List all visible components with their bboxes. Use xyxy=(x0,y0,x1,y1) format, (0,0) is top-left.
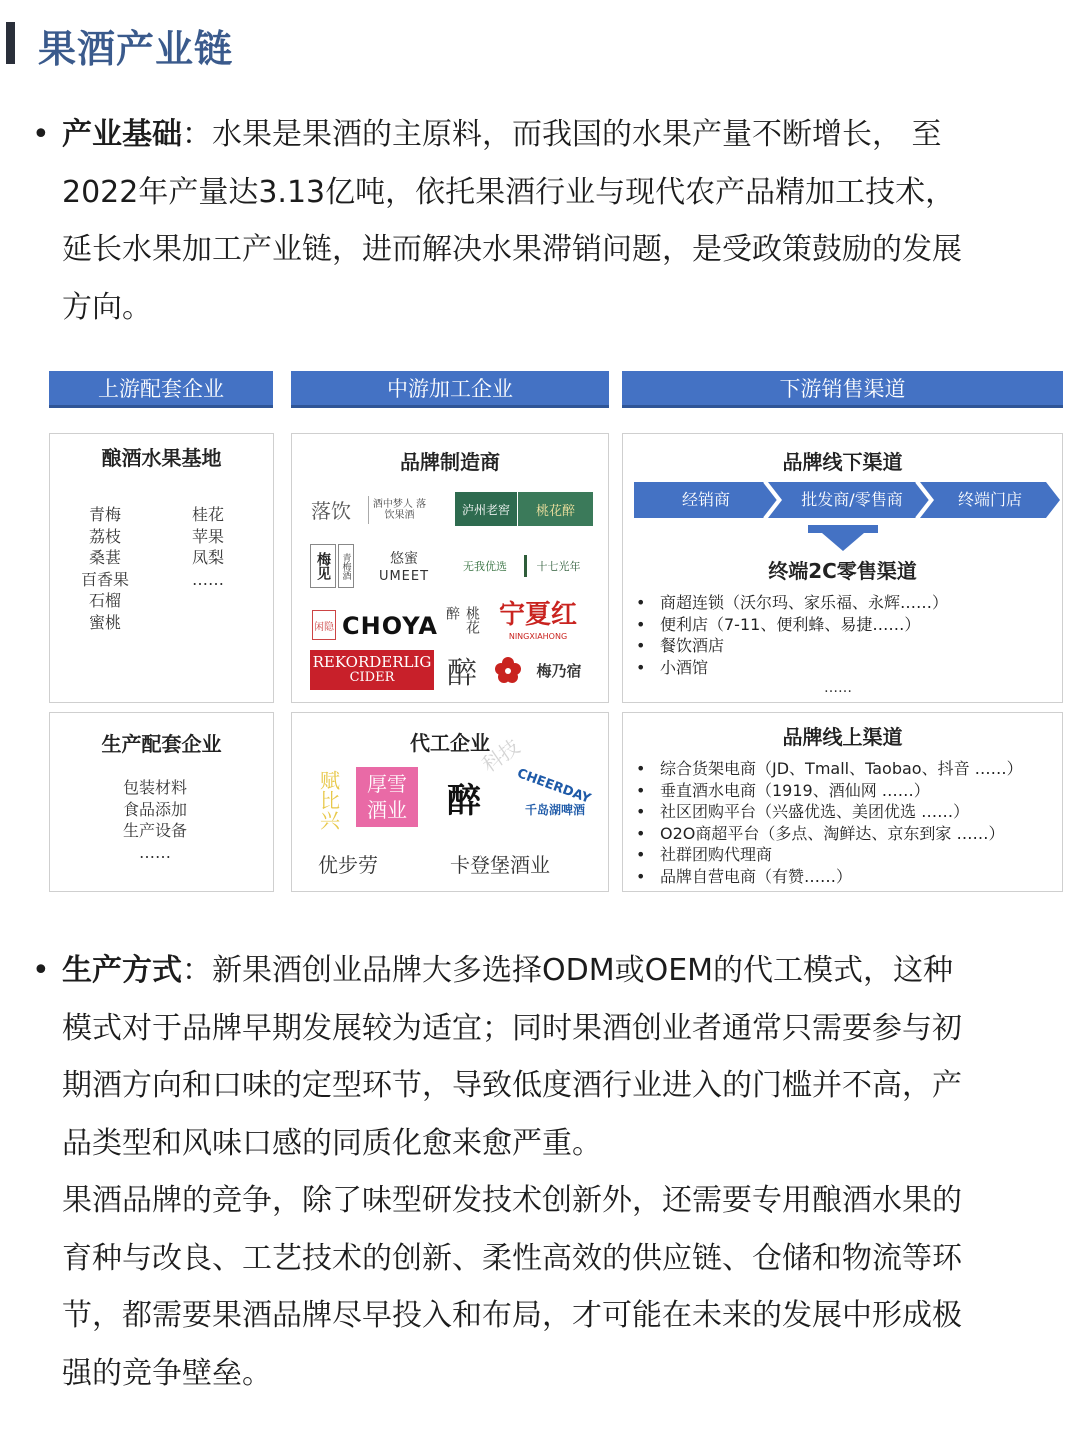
logo-luoyin: 落饮 xyxy=(311,498,351,523)
list-item: • 便利店（7-11、便利蜂、易捷……） xyxy=(632,614,948,636)
fruit-item: …… xyxy=(192,569,224,589)
section-industry-basis xyxy=(62,106,1042,336)
fruit-item: 石榴 xyxy=(88,591,121,610)
down-arrow-icon xyxy=(808,525,878,551)
logo-umenoyado: 梅乃宿 xyxy=(536,661,582,680)
flow-step-store: 终端门店 xyxy=(957,490,1022,509)
paragraph-line: 期酒方向和口味的定型环节，导致低度酒行业进入的门槛并不高，产 xyxy=(62,1068,962,1103)
fruit-list-right xyxy=(175,504,241,590)
logo-luoyin-sub: 酒中梦人 落饮果酒 xyxy=(368,496,430,524)
logo-xianyin: 闲隐 xyxy=(312,610,336,640)
box-oem xyxy=(291,712,609,892)
watermark: 科技 xyxy=(477,734,525,778)
fruit-item: 荔枝 xyxy=(88,526,121,546)
box-title: 品牌制造商 xyxy=(400,450,500,474)
box-title: 品牌线上渠道 xyxy=(782,725,903,749)
paragraph-line: 延长水果加工产业链，进而解决水果滞销问题，是受政策鼓励的发展 xyxy=(62,232,962,267)
list-item: • 社群团购代理商 xyxy=(632,844,1023,866)
bullet-icon: • xyxy=(32,117,50,152)
fruit-list-left xyxy=(70,504,140,633)
logo-taohuazui-green: 桃花醉 xyxy=(518,492,593,526)
paragraph-line: 强的竞争壁垒。 xyxy=(62,1355,272,1391)
logo-youmi: 悠蜜 xyxy=(390,551,418,567)
fruit-item: 凤梨 xyxy=(191,548,224,567)
header-upstream: 上游配套企业 xyxy=(49,371,273,408)
oem-label-youbulao: 优步劳 xyxy=(318,853,378,877)
online-channel-list xyxy=(632,758,1023,888)
logo-rekorderlig: REKORDERLIG CIDER xyxy=(310,650,434,690)
section-production-mode xyxy=(62,942,1042,1402)
paragraph-line: 育种与改良、工艺技术的创新、柔性高效的供应链、仓储和物流等环 xyxy=(62,1240,962,1276)
fruit-item: 百香果 xyxy=(80,569,129,589)
list-item: • 餐饮酒店 xyxy=(632,635,948,657)
paragraph-line: 品类型和风味口感的同质化愈来愈严重。 xyxy=(62,1125,602,1161)
logo-meijian: 梅见 xyxy=(310,544,336,588)
logo-ningxiahong-en: NINGXIAHONG xyxy=(508,631,568,641)
logo-choya: CHOYA xyxy=(342,612,438,640)
retail-more: …… xyxy=(824,680,852,696)
oem-label-kadengbao: 卡登堡酒业 xyxy=(450,853,550,877)
paragraph-line: 方向。 xyxy=(62,289,152,325)
box-fruit-base xyxy=(49,433,274,703)
logo-shiqi: 十七光年 xyxy=(524,555,590,577)
logo-zui: 醉 xyxy=(447,656,477,691)
supporting-item: …… xyxy=(139,842,171,862)
fruit-item: 桂花 xyxy=(191,505,224,524)
logo-fubixing: 赋比兴 xyxy=(316,770,341,830)
bullet-icon: • xyxy=(32,953,50,988)
flow-step-distributor: 经销商 xyxy=(681,490,730,509)
logo-zui-oem: 醉 xyxy=(447,780,481,821)
logo-taohuazui: 桃花醉 xyxy=(444,606,480,634)
supporting-item: 生产设备 xyxy=(122,821,187,840)
retail-channel-title: 终端2C零售渠道 xyxy=(768,559,917,583)
logo-houxue: 厚雪酒业 xyxy=(356,767,418,827)
box-title: 生产配套企业 xyxy=(101,732,222,756)
supporting-item: 食品添加 xyxy=(122,799,187,819)
list-item: • 品牌自营电商（有赞……） xyxy=(632,866,1023,888)
logo-cheerday: CHEERDAY xyxy=(515,765,593,807)
title-accent-bar xyxy=(6,22,15,64)
paragraph-line: 生产方式：新果酒创业品牌大多选择ODM或OEM的代工模式，这种 xyxy=(62,953,954,988)
flower-icon xyxy=(492,654,524,686)
list-item: • O2O商超平台（多点、淘鲜达、京东到家 ……） xyxy=(632,823,1023,845)
section-lead: 产业基础 xyxy=(62,117,182,152)
box-supporting-companies xyxy=(49,712,274,892)
fruit-item: 青梅 xyxy=(88,505,121,524)
section-lead: 生产方式 xyxy=(62,953,182,988)
retail-channel-list xyxy=(632,592,948,678)
list-item: • 商超连锁（沃尔玛、家乐福、永辉……） xyxy=(632,592,948,614)
paragraph-line: 2022年产量达3.13亿吨，依托果酒行业与现代农产品精加工技术， xyxy=(62,174,956,210)
header-downstream: 下游销售渠道 xyxy=(622,371,1063,408)
paragraph-line: 模式对于品牌早期发展较为适宜；同时果酒创业者通常只需要参与初 xyxy=(62,1010,962,1046)
box-brand-makers xyxy=(291,433,609,703)
list-item: • 社区团购平台（兴盛优选、美团优选 ……） xyxy=(632,801,1023,823)
logo-luzhou: 泸州老窖 xyxy=(455,492,517,526)
logo-umeet: UMEET xyxy=(378,568,430,584)
box-title: 酿酒水果基地 xyxy=(101,446,222,470)
logo-qingmeijiu: 青梅酒 xyxy=(338,544,354,588)
paragraph-line: 产业基础：水果是果酒的主原料，而我国的水果产量不断增长， 至 xyxy=(62,117,942,152)
list-item: • 综合货架电商（JD、Tmall、Taobao、抖音 ……） xyxy=(632,758,1023,780)
page-title: 果酒产业链 xyxy=(38,27,234,71)
box-title: 代工企业 xyxy=(410,731,490,755)
fruit-item: 蜜桃 xyxy=(88,612,121,632)
list-item: • 垂直酒水电商（1919、酒仙网 ……） xyxy=(632,780,1023,802)
fruit-item: 桑葚 xyxy=(88,548,121,567)
logo-wuwo: 无我优选 xyxy=(463,560,507,573)
list-item: • 小酒馆 xyxy=(632,657,948,679)
logo-qiandaohu: 千岛湖啤酒 xyxy=(524,802,585,817)
supporting-list xyxy=(100,777,210,863)
box-title: 品牌线下渠道 xyxy=(782,450,903,474)
header-midstream: 中游加工企业 xyxy=(291,371,609,408)
fruit-item: 苹果 xyxy=(191,526,224,546)
flow-step-wholesaler: 批发商/零售商 xyxy=(801,490,903,509)
supporting-item: 包装材料 xyxy=(122,778,187,797)
paragraph-line: 果酒品牌的竞争，除了味型研发技术创新外，还需要专用酿酒水果的 xyxy=(62,1183,962,1218)
logo-ningxiahong: 宁夏红 xyxy=(498,599,577,630)
paragraph-line: 节，都需要果酒品牌尽早投入和布局，才可能在未来的发展中形成极 xyxy=(62,1298,962,1333)
